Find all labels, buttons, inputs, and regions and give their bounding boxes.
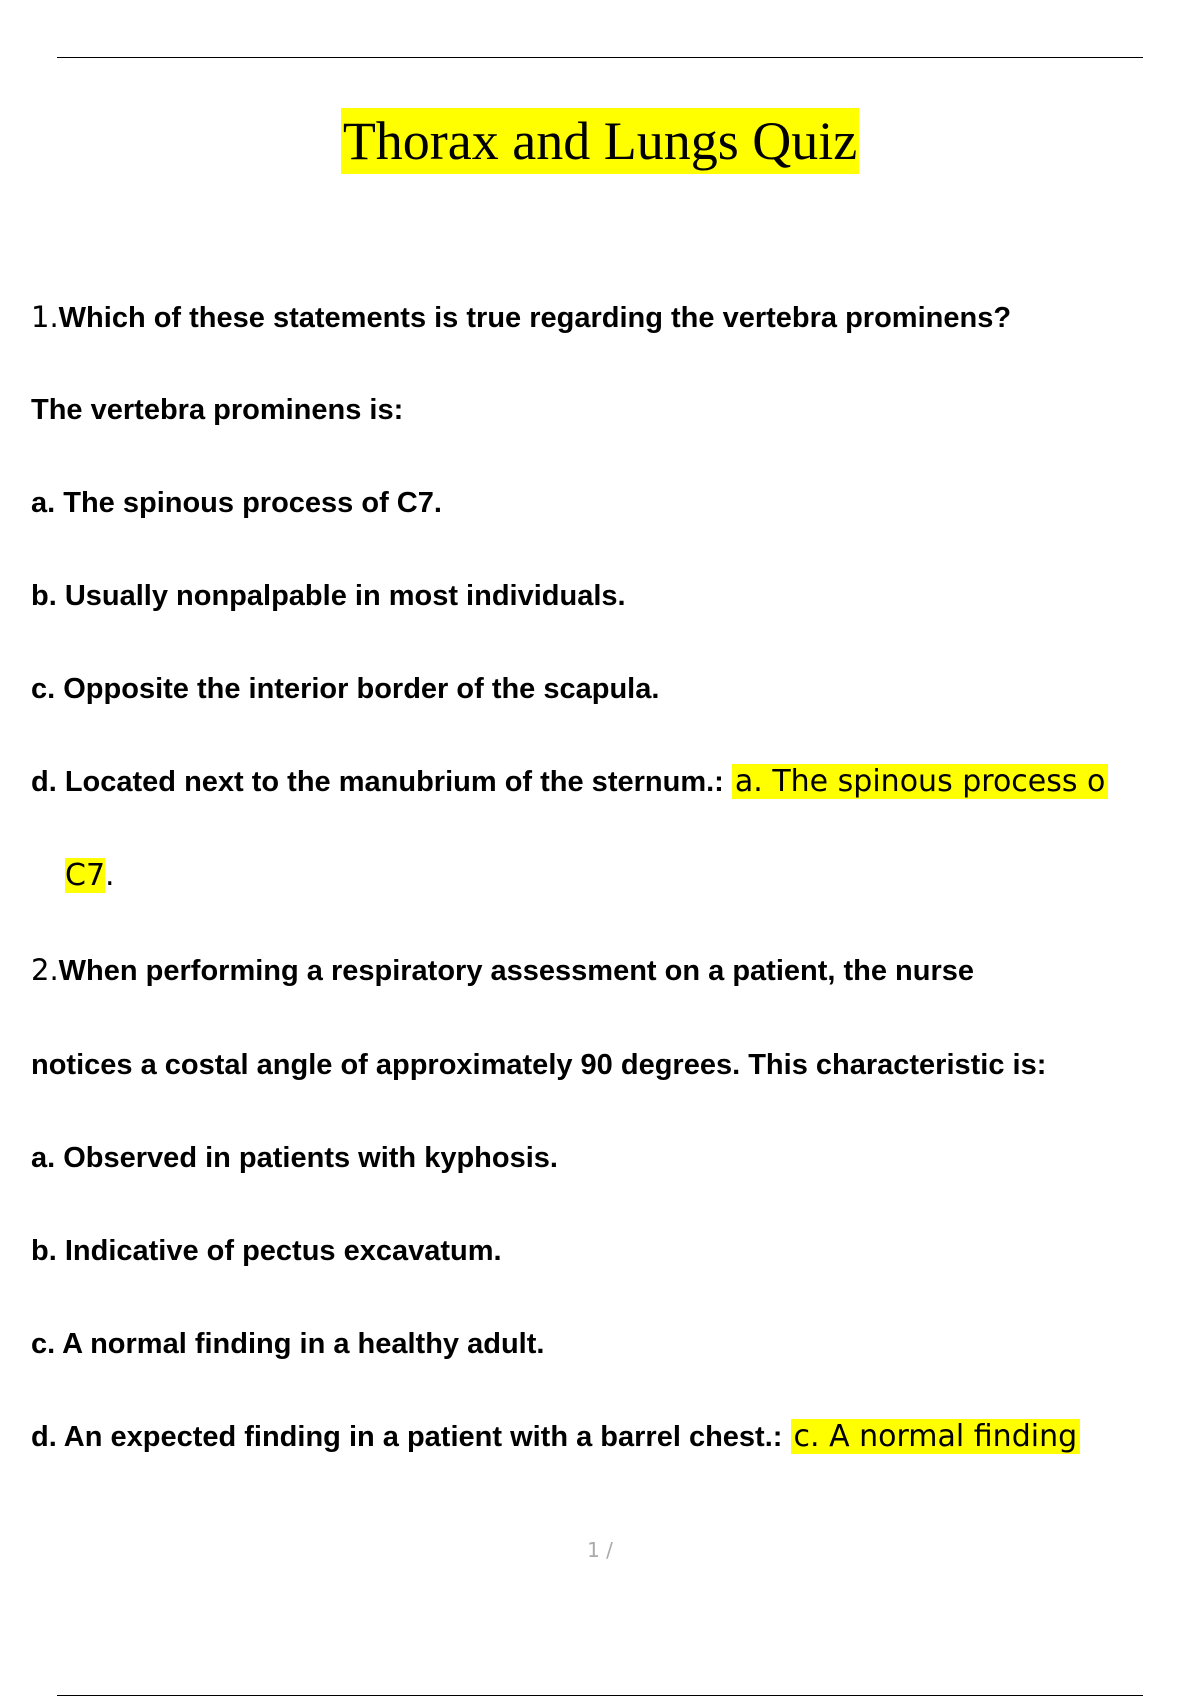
question-2-option-d: d. An expected finding in a patient with a barrel chest.:: [31, 1421, 783, 1453]
page-number: 1 /: [587, 1538, 613, 1562]
question-2-option-a: a. Observed in patients with kyphosis.: [31, 1142, 558, 1174]
question-2-option-c: c. A normal finding in a healthy adult.: [31, 1328, 545, 1360]
question-1-option-a: a. The spinous process of C7.: [31, 487, 442, 519]
question-2-stem: [31, 952, 974, 989]
top-rule: [57, 57, 1143, 58]
bottom-rule: [57, 1695, 1143, 1696]
question-2-option-d-row: [31, 1419, 1080, 1455]
question-1-answer-cont-suffix: .: [105, 858, 115, 893]
question-2-text: When performing a respiratory assessment on a patient, the nurse: [58, 955, 975, 987]
question-1-number: 1.: [31, 300, 59, 334]
question-1-option-c: c. Opposite the interior border of the scapula.: [31, 673, 660, 705]
question-1-option-b: b. Usually nonpalpable in most individuals.: [31, 580, 626, 612]
question-1-stem-continuation: The vertebra prominens is:: [31, 394, 404, 426]
question-1-option-d: d. Located next to the manubrium of the sternum.:: [31, 766, 724, 798]
question-1-text: Which of these statements is true regarding the vertebra prominens?: [58, 302, 1012, 334]
question-2-option-b: b. Indicative of pectus excavatum.: [31, 1235, 502, 1267]
document-title: Thorax and Lungs Quiz: [341, 108, 859, 174]
question-1-answer-cont-highlight: C7: [65, 858, 106, 893]
question-2-answer: c. A normal finding: [791, 1419, 1081, 1454]
question-2-number: 2.: [31, 953, 59, 987]
question-1-answer-continuation: [65, 857, 115, 895]
question-2-stem-continuation: notices a costal angle of approximately 90 degrees. This characteristic is:: [31, 1049, 1047, 1081]
title-container: [0, 108, 1200, 174]
question-1-stem: [31, 299, 1011, 336]
question-1-answer: a. The spinous process o: [732, 764, 1109, 799]
question-1-option-d-row: [31, 764, 1108, 800]
